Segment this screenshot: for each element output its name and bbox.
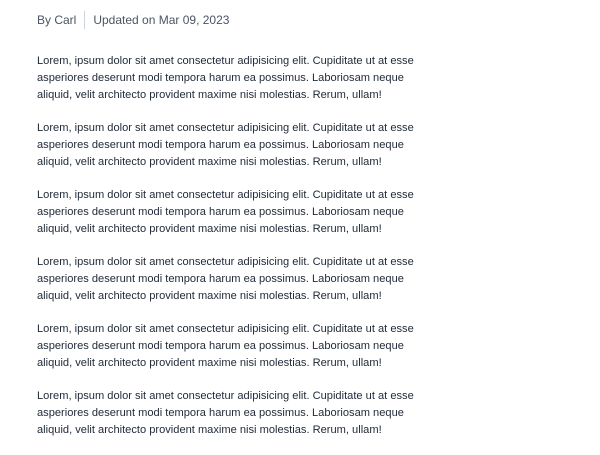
paragraph: Lorem, ipsum dolor sit amet consectetur adipisicing elit. Cupiditate ut at esse asperiores deserunt modi tempora harum ea possimus. Laboriosam neque aliquid, velit architecto provident maxime nisi molestias. Rerum, ullam! — [37, 323, 414, 369]
paragraph: Lorem, ipsum dolor sit amet consectetur adipisicing elit. Cupiditate ut at esse asperiores deserunt modi tempora harum ea possimus. Laboriosam neque aliquid, velit architecto provident maxime nisi molestias. Rerum, ullam! — [37, 256, 414, 302]
article-meta — [37, 10, 437, 30]
article-title — [37, 0, 437, 2]
paragraph: Lorem, ipsum dolor sit amet consectetur adipisicing elit. Cupiditate ut at esse asperiores deserunt modi tempora harum ea possimus. Laboriosam neque aliquid, velit architecto provident maxime nisi molestias. Rerum, ullam! — [37, 55, 414, 101]
article — [37, 0, 437, 455]
paragraph: Lorem, ipsum dolor sit amet consectetur adipisicing elit. Cupiditate ut at esse asperiores deserunt modi tempora harum ea possimus. Laboriosam neque aliquid, velit architecto provident maxime nisi molestias. Rerum, ullam! — [37, 390, 414, 436]
paragraph: Lorem, ipsum dolor sit amet consectetur adipisicing elit. Cupiditate ut at esse asperiores deserunt modi tempora harum ea possimus. Laboriosam neque aliquid, velit architecto provident maxime nisi molestias. Rerum, ullam! — [37, 122, 414, 168]
updated-date: Updated on Mar 09, 2023 — [93, 13, 230, 27]
author-name: By Carl — [37, 13, 77, 27]
paragraph: Lorem, ipsum dolor sit amet consectetur adipisicing elit. Cupiditate ut at esse asperiores deserunt modi tempora harum ea possimus. Laboriosam neque aliquid, velit architecto provident maxime nisi molestias. Rerum, ullam! — [37, 189, 414, 235]
article-body — [37, 53, 437, 439]
